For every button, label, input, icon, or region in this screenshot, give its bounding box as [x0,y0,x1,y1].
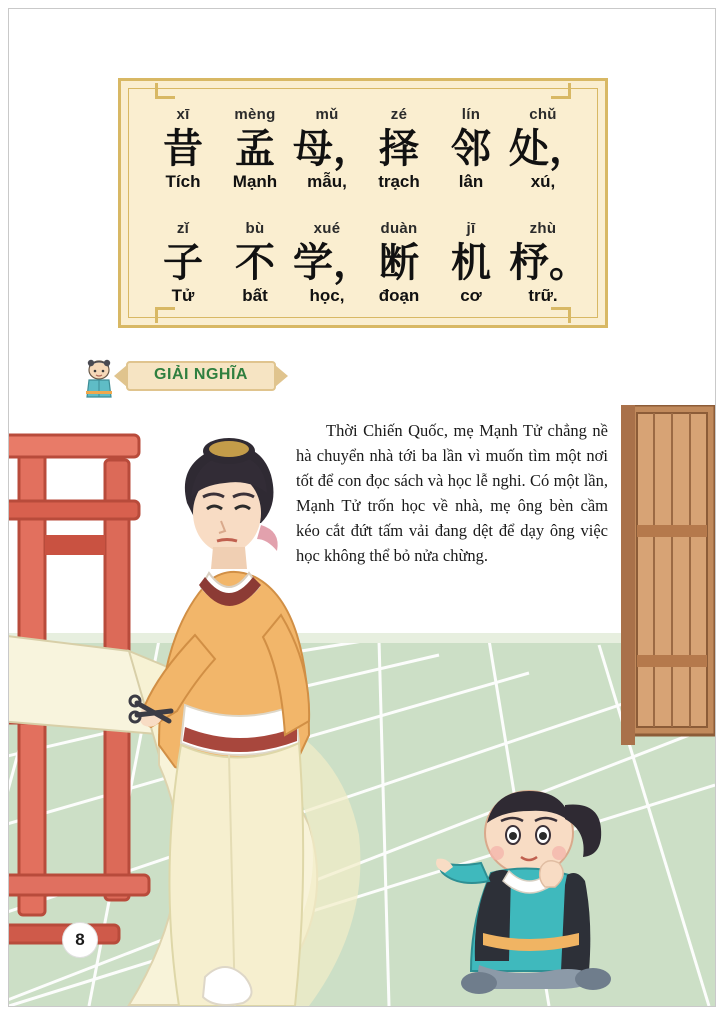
sino-vietnamese-text: Tích [165,172,201,191]
section-badge-label: GIẢI NGHĨA [154,366,248,383]
sino-vietnamese-text: Tử [171,286,195,305]
sino-vietnamese-text: bất [242,286,268,305]
sino-vietnamese-text: mẫu, [307,172,347,191]
frame-notch [155,96,175,99]
hanzi-text: 断 [379,239,419,286]
sino-vietnamese-text: cơ [460,286,482,305]
verse-char-cell [437,219,505,307]
corner-ornament-top-right [579,78,608,107]
pinyin-text: jī [466,220,476,237]
verse-char-cell [221,219,289,307]
hanzi-text: 子 [163,239,203,286]
verse-char-cell [221,105,289,193]
sino-vietnamese-text: trạch [378,172,420,191]
sino-vietnamese-text: Mạnh [232,172,278,191]
verse-char-cell [365,219,433,307]
wooden-door [621,405,715,745]
pinyin-text: zǐ [176,220,190,237]
sino-vietnamese-text: đoạn [378,286,420,305]
verse-char-cell [293,219,373,307]
pinyin-text: lín [461,106,481,123]
verse-char-cell [293,105,373,193]
sino-vietnamese-text: lân [458,172,484,191]
mother-cutting-loom-illustration [9,405,715,1006]
verse-char-cell [509,105,589,193]
hanzi-text: 昔 [163,125,203,172]
sino-vietnamese-text: xú, [530,172,556,191]
pinyin-text: xué [313,220,341,237]
verse-char-cell [365,105,433,193]
verse-char-cell [509,219,589,307]
hanzi-text: 杼。 [509,239,589,286]
pinyin-text: mǔ [315,106,339,123]
corner-ornament-bottom-left [118,299,147,328]
boy-mascot-icon [82,359,116,399]
verse-char-cell [149,219,217,307]
explanation-paragraph: Thời Chiến Quốc, mẹ Mạnh Tử chẳng nề hà chuyển nhà tới ba lần vì muốn tìm một nơi tốt để con đọc sách và học lễ nghi. Có một lần, Mạnh Tử trốn học về nhà, mẹ ông bèn cầm kéo cắt đứt tấm vải đang dệt để dạy ông việc học không thể bỏ nửa chừng. [296,421,608,565]
pinyin-text: chǔ [529,106,557,123]
pinyin-text: mèng [234,106,276,123]
hanzi-text: 邻 [451,125,491,172]
hanzi-text: 处， [509,125,589,172]
frame-notch [155,307,175,310]
verse-char-cell [437,105,505,193]
hanzi-text: 孟 [235,125,275,172]
hanzi-text: 学， [293,239,373,286]
pinyin-text: xī [176,106,190,123]
verse-line-2 [149,219,589,307]
verse-char-cell [149,105,217,193]
page-number: 8 [62,922,98,958]
frame-notch [551,307,571,310]
verse-line-1 [149,105,589,193]
corner-ornament-top-left [118,78,147,107]
sino-vietnamese-text: trữ. [528,286,558,305]
sino-vietnamese-text: học, [309,286,345,305]
pinyin-text: duàn [380,220,418,237]
pinyin-text: zhù [529,220,557,237]
hanzi-text: 择 [379,125,419,172]
pinyin-text: bù [245,220,265,237]
section-header [82,355,322,399]
hanzi-text: 机 [451,239,491,286]
hanzi-text: 不 [235,239,275,286]
verse-box [118,78,608,328]
corner-ornament-bottom-right [579,299,608,328]
pinyin-text: zé [390,106,408,123]
frame-notch [551,96,571,99]
ribbon-tail-right [275,365,288,387]
hanzi-text: 母， [293,125,373,172]
